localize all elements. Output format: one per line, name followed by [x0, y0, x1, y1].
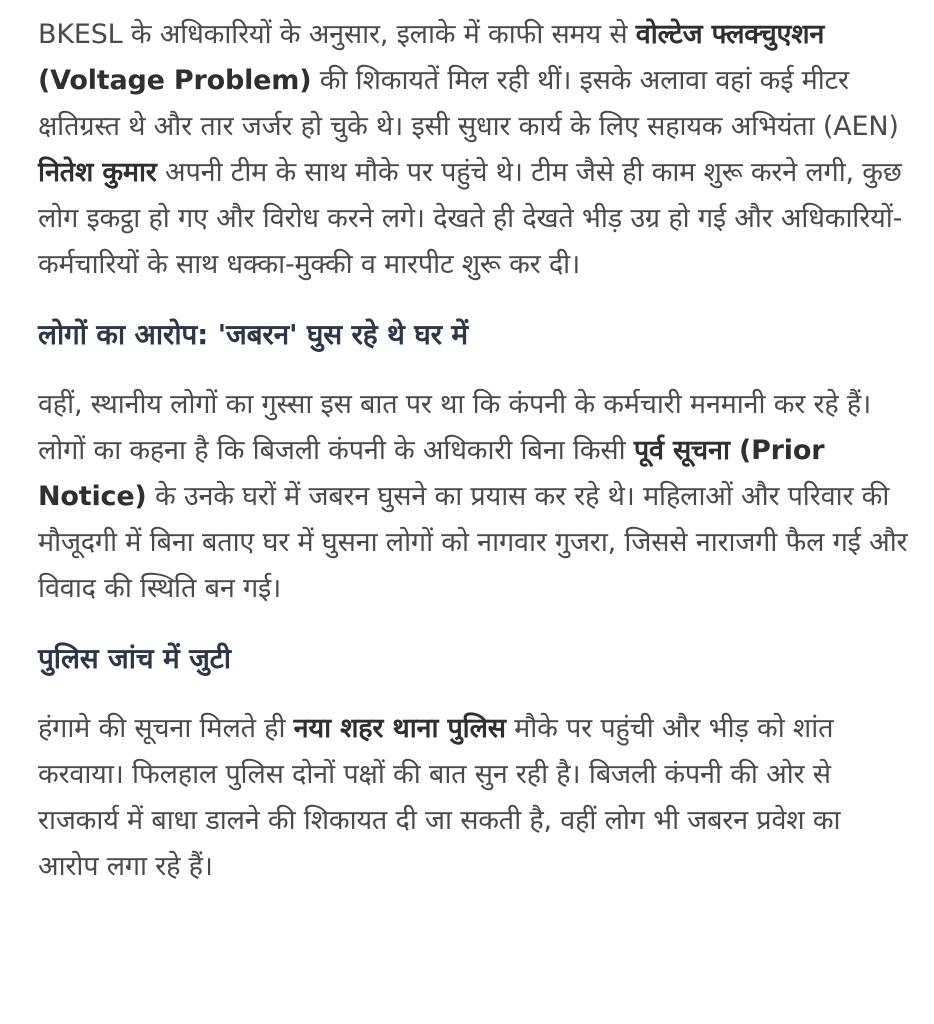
paragraph-3 [38, 706, 908, 890]
paragraph-3-text-1: हंगामे की सूचना मिलते ही [38, 713, 294, 744]
paragraph-2-text-2: के उनके घरों में जबरन घुसने का प्रयास कर रहे थे। महिलाओं और परिवार की मौजूदगी में बिना बताए घर में घुसना लोगों को नागवार गुजरा, जिससे नाराजगी फैल गई और विवाद की स्थिति बन गई। [38, 481, 908, 604]
paragraph-1-text-3: अपनी टीम के साथ मौके पर पहुंचे थे। टीम जैसे ही काम शुरू करने लगी, कुछ लोग इकट्ठा हो गए और विरोध करने लगे। देखते ही देखते भीड़ उग्र हो गई और अधिकारियों-कर्मचारियों के साथ धक्का-मुक्की व मारपीट शुरू कर दी। [38, 157, 903, 280]
paragraph-1 [38, 12, 908, 288]
paragraph-2-bold-notice: पूर्व सूचना (Prior Notice) [38, 435, 825, 512]
paragraph-3-bold-police: नया शहर थाना पुलिस [293, 713, 506, 744]
paragraph-1-bold-name: नितेश कुमार [38, 157, 157, 188]
paragraph-1-text-2: की शिकायतें मिल रही थीं। इसके अलावा वहां कई मीटर क्षतिग्रस्त थे और तार जर्जर हो चुके थे। इसी सुधार कार्य के लिए सहायक अभियंता (AEN) [38, 65, 899, 142]
paragraph-2-text-1: वहीं, स्थानीय लोगों का गुस्सा इस बात पर था कि कंपनी के कर्मचारी मनमानी कर रहे हैं। लोगों का कहना है कि बिजली कंपनी के अधिकारी बिना किसी [38, 389, 872, 466]
section-heading-police: पुलिस जांच में जुटी [38, 642, 231, 675]
paragraph-1-bold-voltage: वोल्टेज फ्लक्चुएशन (Voltage Problem) [38, 19, 825, 96]
paragraph-1-text-1: BKESL के अधिकारियों के अनुसार, इलाके में काफी समय से [38, 19, 636, 50]
paragraph-2 [38, 382, 908, 612]
paragraph-3-text-2: मौके पर पहुंची और भीड़ को शांत करवाया। फिलहाल पुलिस दोनों पक्षों की बात सुन रही है। बिजली कंपनी की ओर से राजकार्य में बाधा डालने की शिकायत दी जा सकती है, वहीं लोग भी जबरन प्रवेश का आरोप लगा रहे हैं। [38, 713, 841, 882]
article-body [38, 12, 908, 890]
section-heading-allegation: लोगों का आरोप: 'जबरन' घुस रहे थे घर में [38, 318, 468, 351]
